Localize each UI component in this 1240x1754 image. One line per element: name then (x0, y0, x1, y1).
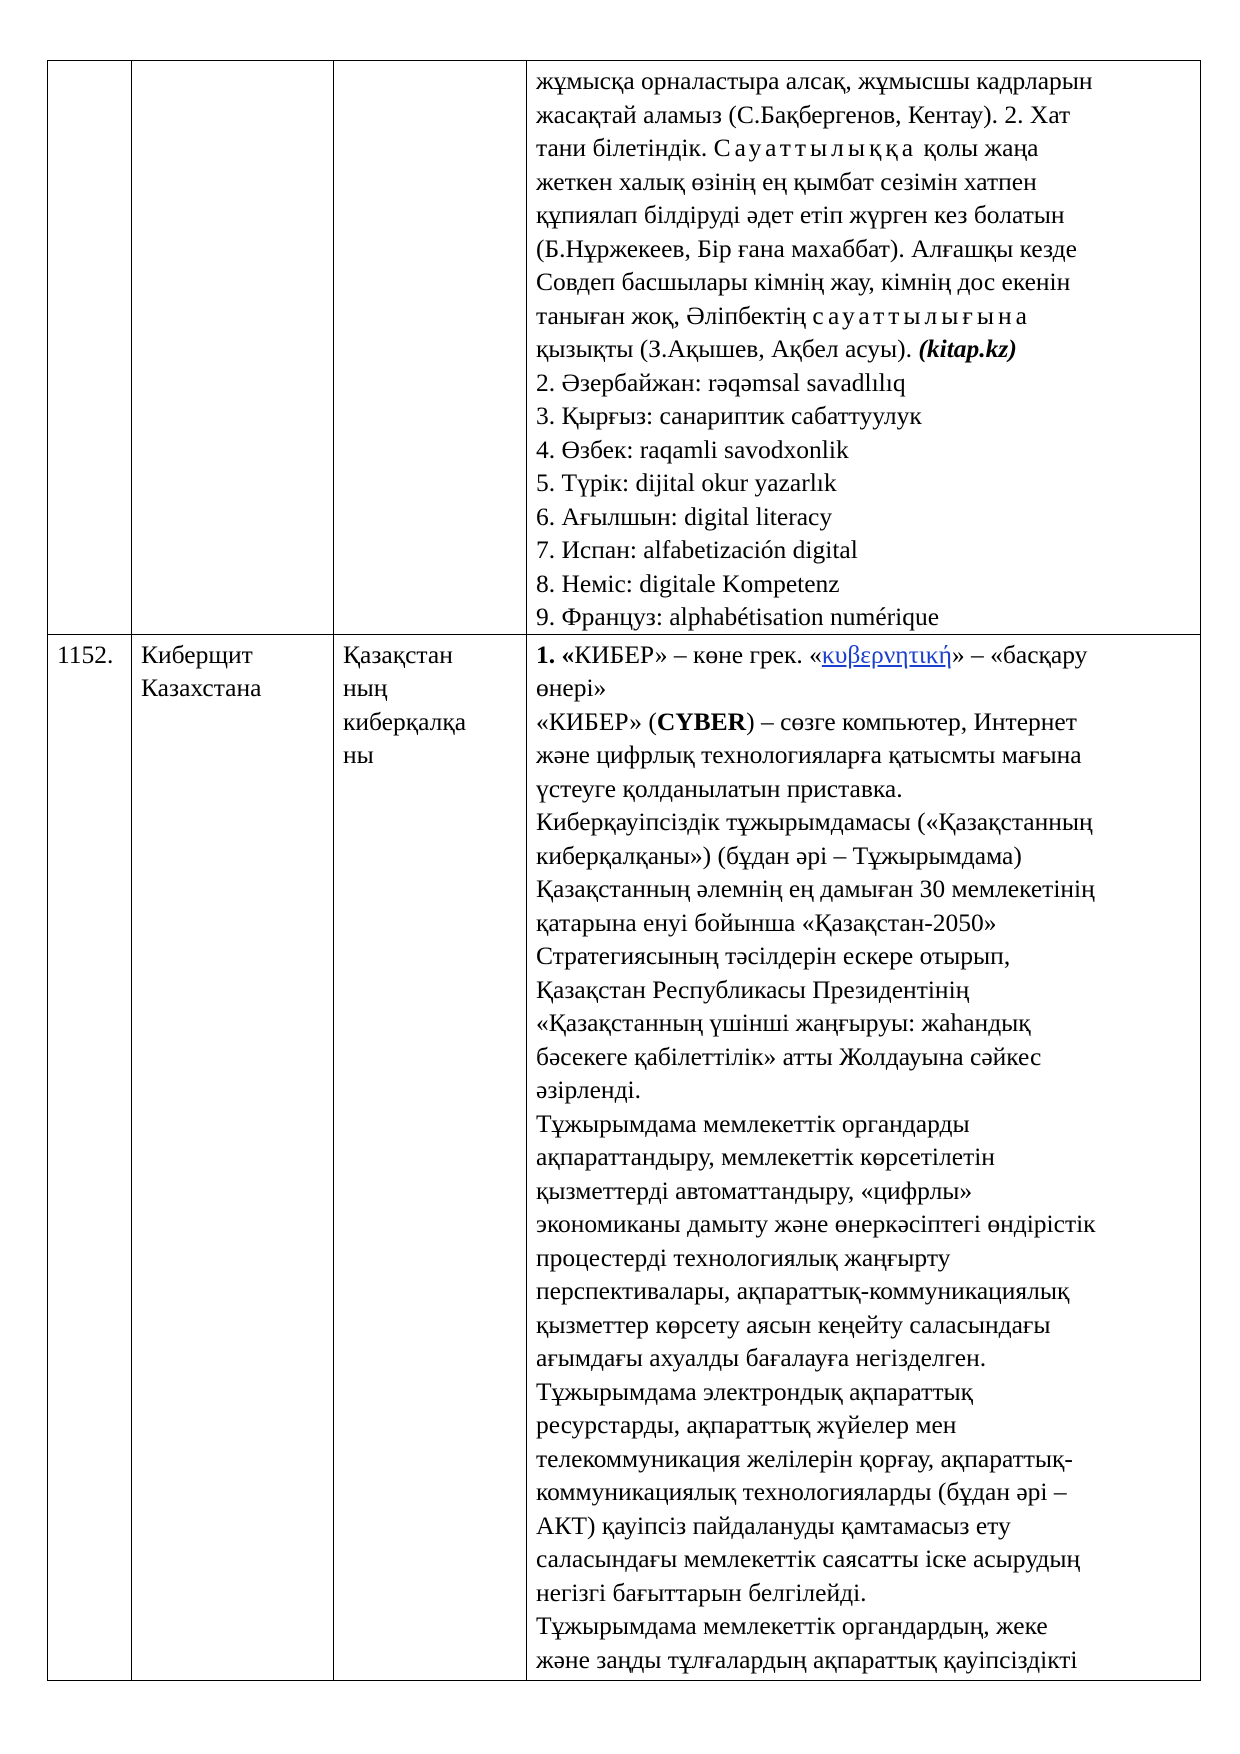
term-kk-line: ны (343, 740, 374, 769)
term-kk-line: киберқалқа (343, 706, 467, 736)
text-line: ағымдағы ахуалды бағалауға негізделген. (536, 1343, 987, 1372)
translation-line: 8. Неміс: digitale Kompetenz (536, 568, 840, 598)
text-line: экономиканы дамыту және өнеркәсіптегі өндірістік (536, 1209, 1096, 1238)
text-line: Тұжырымдама электрондық ақпараттық (536, 1376, 973, 1406)
text-line: қызықты (З.Ақышев, Ақбел асуы). (kitap.kz) (536, 334, 1017, 363)
text-line: Киберқауіпсіздік тұжырымдамасы («Қазақстанның (536, 807, 1093, 836)
spaced-word: Сауаттылыққа (713, 133, 918, 162)
term-ru-cell (132, 634, 334, 1681)
text-line: киберқалқаны») (бұдан әрі – Тұжырымдама) (536, 840, 1022, 870)
table-row (48, 61, 1201, 635)
text-line: ресурстарды, ақпараттық жүйелер мен (536, 1410, 957, 1439)
spaced-word: сауаттылығына (812, 300, 1031, 330)
text-line: (Б.Нұржекеев, Бір ғана махаббат). Алғашқы кезде (536, 233, 1077, 263)
translation-line: 6. Ағылшын: digital literacy (536, 501, 833, 531)
text-line: Стратегиясының тәсілдерін ескере отырып, (536, 941, 1011, 970)
entry-number: 1152. (57, 639, 114, 669)
cyber-term: CYBER (656, 706, 747, 736)
text-line: саласындағы мемлекеттік саясатты іске асырудың (536, 1544, 1081, 1573)
text-line: процестерді технологиялық жаңғырту (536, 1242, 951, 1272)
translation-line: 3. Қырғыз: санариптик сабаттуулук (536, 401, 922, 430)
definition-cell (527, 61, 1201, 635)
term-ru-line: Киберщит (141, 639, 253, 669)
translation-line: 4. Өзбек: raqamli savodxonlik (536, 434, 849, 464)
text-line: қатарына енуі бойынша «Қазақстан-2050» (536, 907, 997, 937)
text-line: жұмысқа орналастыра алсақ, жұмысшы кадрларын (536, 66, 1093, 95)
text-line: «Қазақстанның үшінші жаңғыруы: жаһандық (536, 1008, 1031, 1037)
text-line: үстеуге қолданылатын приставка. (536, 773, 903, 803)
term-kk-line: Қазақстан (343, 639, 453, 669)
text-line: өнері» (536, 673, 607, 702)
text-line: ақпараттандыру, мемлекеттік көрсетілетін (536, 1142, 995, 1171)
term-kk-line: ның (343, 673, 388, 702)
translation-line: 9. Француз: alphabétisation numérique (536, 602, 940, 631)
term-ru-line: Казахстана (141, 673, 262, 702)
translation-line: 5. Түрік: dijital okur yazarlık (536, 468, 837, 497)
text-line: Совдеп басшылары кімнің жау, кімнің дос екенін (536, 267, 1071, 296)
translation-line: 2. Әзербайжан: rəqəmsal savadlılıq (536, 367, 906, 397)
text-line: «КИБЕР» (CYBER) – сөзге компьютер, Интернет (536, 706, 1077, 736)
text-line: перспективалары, ақпараттық-коммуникациялық (536, 1276, 1070, 1305)
text-line: АКТ) қауіпсіз пайдалануды қамтамасыз ету (536, 1510, 1011, 1540)
text-line: Тұжырымдама мемлекеттік органдарды (536, 1108, 970, 1138)
translation-line: 7. Испан: alfabetización digital (536, 535, 858, 564)
glossary-table (47, 60, 1201, 1681)
source-reference: (kitap.kz) (918, 334, 1017, 363)
text-line: қызметтерді автоматтандыру, «цифрлы» (536, 1175, 973, 1205)
term-kk-cell (334, 61, 527, 635)
text-line: таныған жоқ, Әліпбектің сауаттылығына (536, 300, 1031, 330)
text-line: телекоммуникация желілерін қорғау, ақпараттық- (536, 1443, 1073, 1473)
number-cell (48, 634, 132, 1681)
text-line: бәсекеге қабілеттілік» атты Жолдауына сәйкес (536, 1041, 1042, 1071)
table-row (48, 634, 1201, 1681)
document-page (47, 60, 1200, 1681)
text-line: Қазақстанның әлемнің ең дамыған 30 мемлекетінің (536, 874, 1095, 903)
greek-term-link[interactable]: κυβερνητική (821, 639, 952, 669)
text-line: және заңды тұлғалардың ақпараттық қауіпсіздікті (536, 1644, 1078, 1674)
term-ru-cell (132, 61, 334, 635)
text-line: Тұжырымдама мемлекеттік органдардың, жеке (536, 1611, 1048, 1640)
text-line: жасақтай аламыз (С.Бақбергенов, Кентау). 2. Хат (536, 99, 1071, 129)
text-line: Қазақстан Республикасы Президентінің (536, 974, 970, 1004)
text-line: жеткен халық өзінің ең қымбат сезімін хатпен (536, 166, 1037, 196)
text-line: және цифрлық технологияларға қатысмты мағына (536, 740, 1082, 769)
text-line: 1. «КИБЕР» – көне грек. «κυβερνητική» – «басқару (536, 639, 1088, 669)
text-line: әзірленді. (536, 1075, 642, 1104)
definition-cell (527, 634, 1201, 1681)
text-line: негізгі бағыттарын белгілейді. (536, 1577, 867, 1607)
text-line: тани білетіндік. Сауаттылыққа қолы жаңа (536, 133, 1039, 162)
number-cell (48, 61, 132, 635)
term-kk-cell (334, 634, 527, 1681)
text-line: коммуникациялық технологияларды (бұдан әрі – (536, 1477, 1067, 1506)
text-line: қызметтер көрсету аясын кеңейту саласындағы (536, 1309, 1051, 1339)
text-line: құпиялап білдіруді әдет етіп жүрген кез болатын (536, 200, 1065, 229)
